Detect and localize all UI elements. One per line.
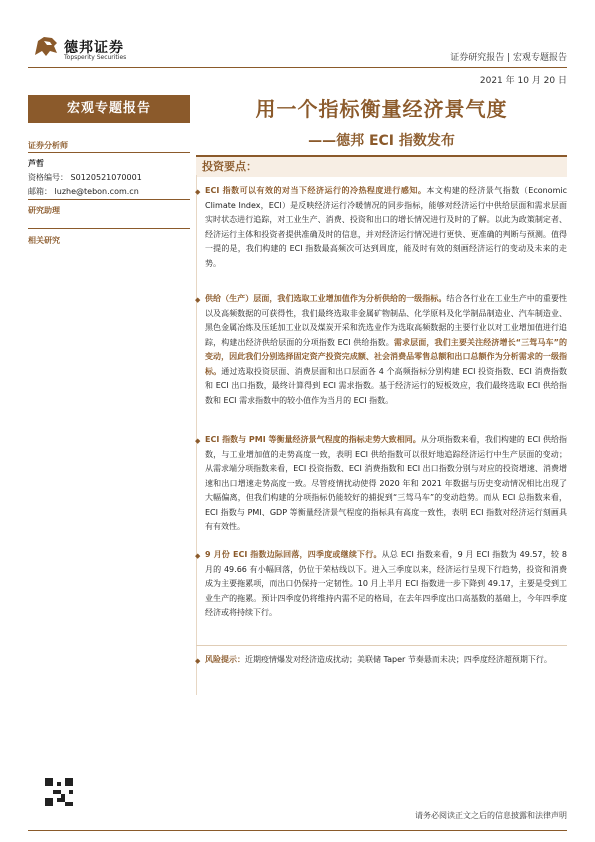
key-point-3 [195,433,567,535]
key-point-2 [195,292,568,408]
key-point-lead: 供给（生产）层面，我们选取工业增加值作为分析供给的一级指标。 [205,294,447,303]
bullet-icon: ◆ [195,188,201,196]
bullet-icon: ◆ [195,657,201,665]
analyst-email[interactable]: 邮箱： luzhe@tebon.com.cn [28,187,139,196]
analyst-heading: 证券分析师 [28,141,68,150]
key-point-body: 结合各行业在工业生产中的重要性以及高频数据的可获得性，我们最终选取非金属矿物制品、化学原料及化学制品制造业、汽车制造业、黑色金属冶炼及压延加工业以及煤炭开采和洗选业作为选取高频数据的主要行业以对工业增加值进行追踪，构建出经济供给层面的分项指数 ECI 供给指数。 [205,294,568,347]
sidebar-divider [28,152,190,153]
logo-text-cn: 德邦证券 [64,40,124,56]
header-divider [28,67,567,68]
key-point-body: 本文构建的经济景气指数（Economic Climate Index，ECI）是反映经济运行冷暖情况的同步指标，能够对经济运行中供给层面和需求层面实时状态进行追踪，对工业生产、消费、投资和出口的增长情况进行及时的了解。以此为政策制定者、经济运行主体和投资者提供准确及时的信息，并对经济运行情况进行更快、更准确的判断与预测。值得一提的是，我们构建的 ECI 指数最高频次可达到周度，能及时有效的刻画经济运行的变动及未来的走势。 [205,186,567,268]
footer-disclaimer: 请务必阅读正文之后的信息披露和法律声明 [415,811,567,820]
report-category: 宏观专题报告 [28,95,190,123]
analyst-name: 芦哲 [28,159,44,168]
qr-code-icon [45,778,73,806]
page-subtitle: ——德邦 ECI 指数发布 [308,133,455,149]
key-point-lead: 需求层面，我们主要关注经济增长“三驾马车”的变动，因此我们分别选择固定资产投资完成额、社会消费品零售总额和出口总额作为分析需求的一级指标。 [205,337,567,376]
footer-divider [28,830,567,831]
key-point-lead: 9 月份 ECI 指数边际回落，四季度或继续下行。 [205,550,382,559]
key-points-label: 投资要点： [202,160,257,173]
risk-warning [195,653,567,668]
bullet-icon: ◆ [195,437,201,445]
risk-body: 近期疫情爆发对经济造成扰动；美联储 Taper 节奏悬而未决；四季度经济超预期下行。 [245,655,552,664]
related-research-heading: 相关研究 [28,236,60,245]
risk-lead: 风险提示： [205,655,245,664]
company-logo [32,33,60,59]
key-point-lead: ECI 指数可以有效的对当下经济运行的冷热程度进行感知。 [205,186,427,195]
bullet-icon: ◆ [195,296,201,304]
key-point-body: 从分项指数来看，我们构建的 ECI 供给指数，与工业增加值的走势高度一致，表明 ECI 供给指数可以很好地追踪经济运行中生产层面的变动；从需求端分项指数来看，ECI 投资指数、ECI 消费指数和 ECI 出口指数分别与对应的投资增速、消费增速和出口增速走势高度一致。尽管疫情扰动使得 2020 年和 2021 年数据与历史变动情况相比出现了大幅偏离，但我们构建的分项指标仍能较好的捕捉到“三驾马车”的变动趋势。而从 ECI 总指数来看，ECI 指数与 PMI、GDP 等衡量经济景气程度的指标具有高度一致性，表明 ECI 指数对经济运行刻画具有有效性。 [205,435,567,531]
report-type: 证券研究报告 | 宏观专题报告 [450,53,567,63]
logo-text-en: Topsperity Securities [64,54,127,61]
key-point-body: 通过选取投资层面、消费层面和出口层面各 4 个高频指标分别构建 ECI 投资指数、ECI 消费指数和 ECI 出口指数，最终计算得到 ECI 需求指数。基于经济运行的短板效应，我们最终选取 ECI 供给指数和 ECI 需求指数中的较小值作为当月的 ECI 指数。 [205,366,567,405]
key-point-lead: ECI 指数与 PMI 等衡量经济景气程度的指标走势大致相同。 [205,435,421,444]
key-point-1 [195,184,567,271]
analyst-cert: 资格编号： S0120521070001 [28,173,142,182]
bullet-icon: ◆ [195,552,201,560]
sidebar-divider [28,228,190,229]
page-title: 用一个指标衡量经济景气度 [255,97,508,121]
risk-divider [196,645,567,646]
report-date: 2021 年 10 月 20 日 [479,76,567,86]
key-point-4 [195,548,567,621]
assistant-heading: 研究助理 [28,206,60,215]
key-point-body: 从总 ECI 指数来看，9 月 ECI 指数为 49.57，较 8 月的 49.66 有小幅回落，仍位于荣枯线以下。进入三季度以来，经济运行呈现下行趋势，投资和消费成为主要拖累项，而出口仍保持一定韧性。10 月上半月 ECI 指数进一步下降到 49.17，主要是受到工业生产的拖累。预计四季度仍将维持内需不足的格局，在去年四季度出口高基数的基础上，今年四季度经济或将持续下行。 [205,550,567,617]
sidebar-divider [28,199,190,200]
